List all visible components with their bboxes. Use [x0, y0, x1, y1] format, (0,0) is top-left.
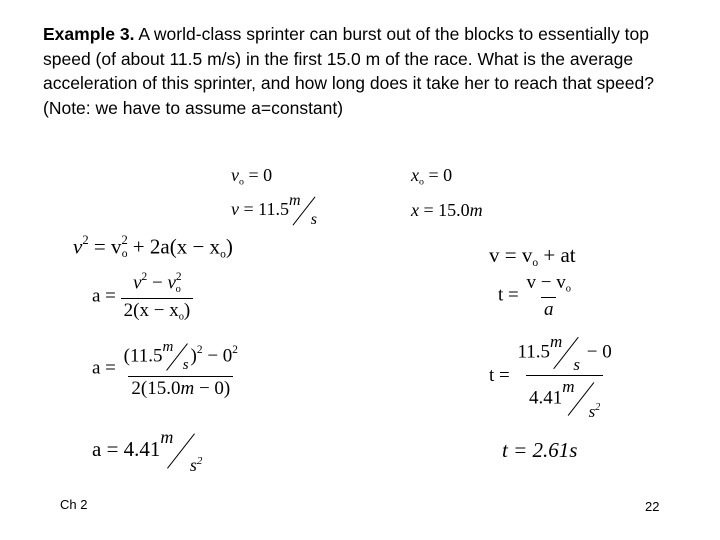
unit-m-per-s-squared: m $s^2$: [160, 427, 203, 475]
kinematic-eq-velocity-squared: $v^2 = v^2_o + 2a(x - x_o)$: [73, 233, 233, 261]
time-symbolic: t = $\frac{v - v_o}{a}$: [498, 272, 571, 321]
problem-text: A world-class sprinter can burst out of the blocks to essentially top speed (of about 11.5 m/s) in the first 15.0 m of the race. What is the average acceleration of this sprinter, and how long does it take her to reach that speed? (Note: we have to assume a=constant): [43, 24, 654, 118]
given-v0: $v_o = 0$: [231, 165, 273, 188]
unit-m-per-s: m s: [288, 192, 317, 228]
problem-statement: [43, 22, 683, 120]
accel-result: a = 4.41 m $s^2$: [92, 427, 203, 475]
given-v: v = 11.5 m s: [231, 192, 317, 228]
time-numeric: t = 11.5 m s − 0 4.41 m $s^2$: [489, 332, 612, 421]
chapter-label: Ch 2: [60, 497, 88, 512]
kinematic-eq-velocity: $v = v_o$ + at: [489, 243, 576, 270]
example-label: Example 3.: [43, 24, 135, 44]
accel-numeric: a = (11.5 m s )$^2 - 0^2$ 2(15.0m − 0): [92, 339, 238, 399]
given-x: x = 15.0m: [411, 200, 483, 220]
given-x0: $x_o = 0$: [411, 165, 453, 188]
accel-symbolic: a = $\frac{v^2 - v^2_o}{2(x - x_o)}$: [92, 272, 193, 323]
time-result: t = 2.61s: [502, 438, 578, 462]
page-number: 22: [645, 499, 660, 514]
